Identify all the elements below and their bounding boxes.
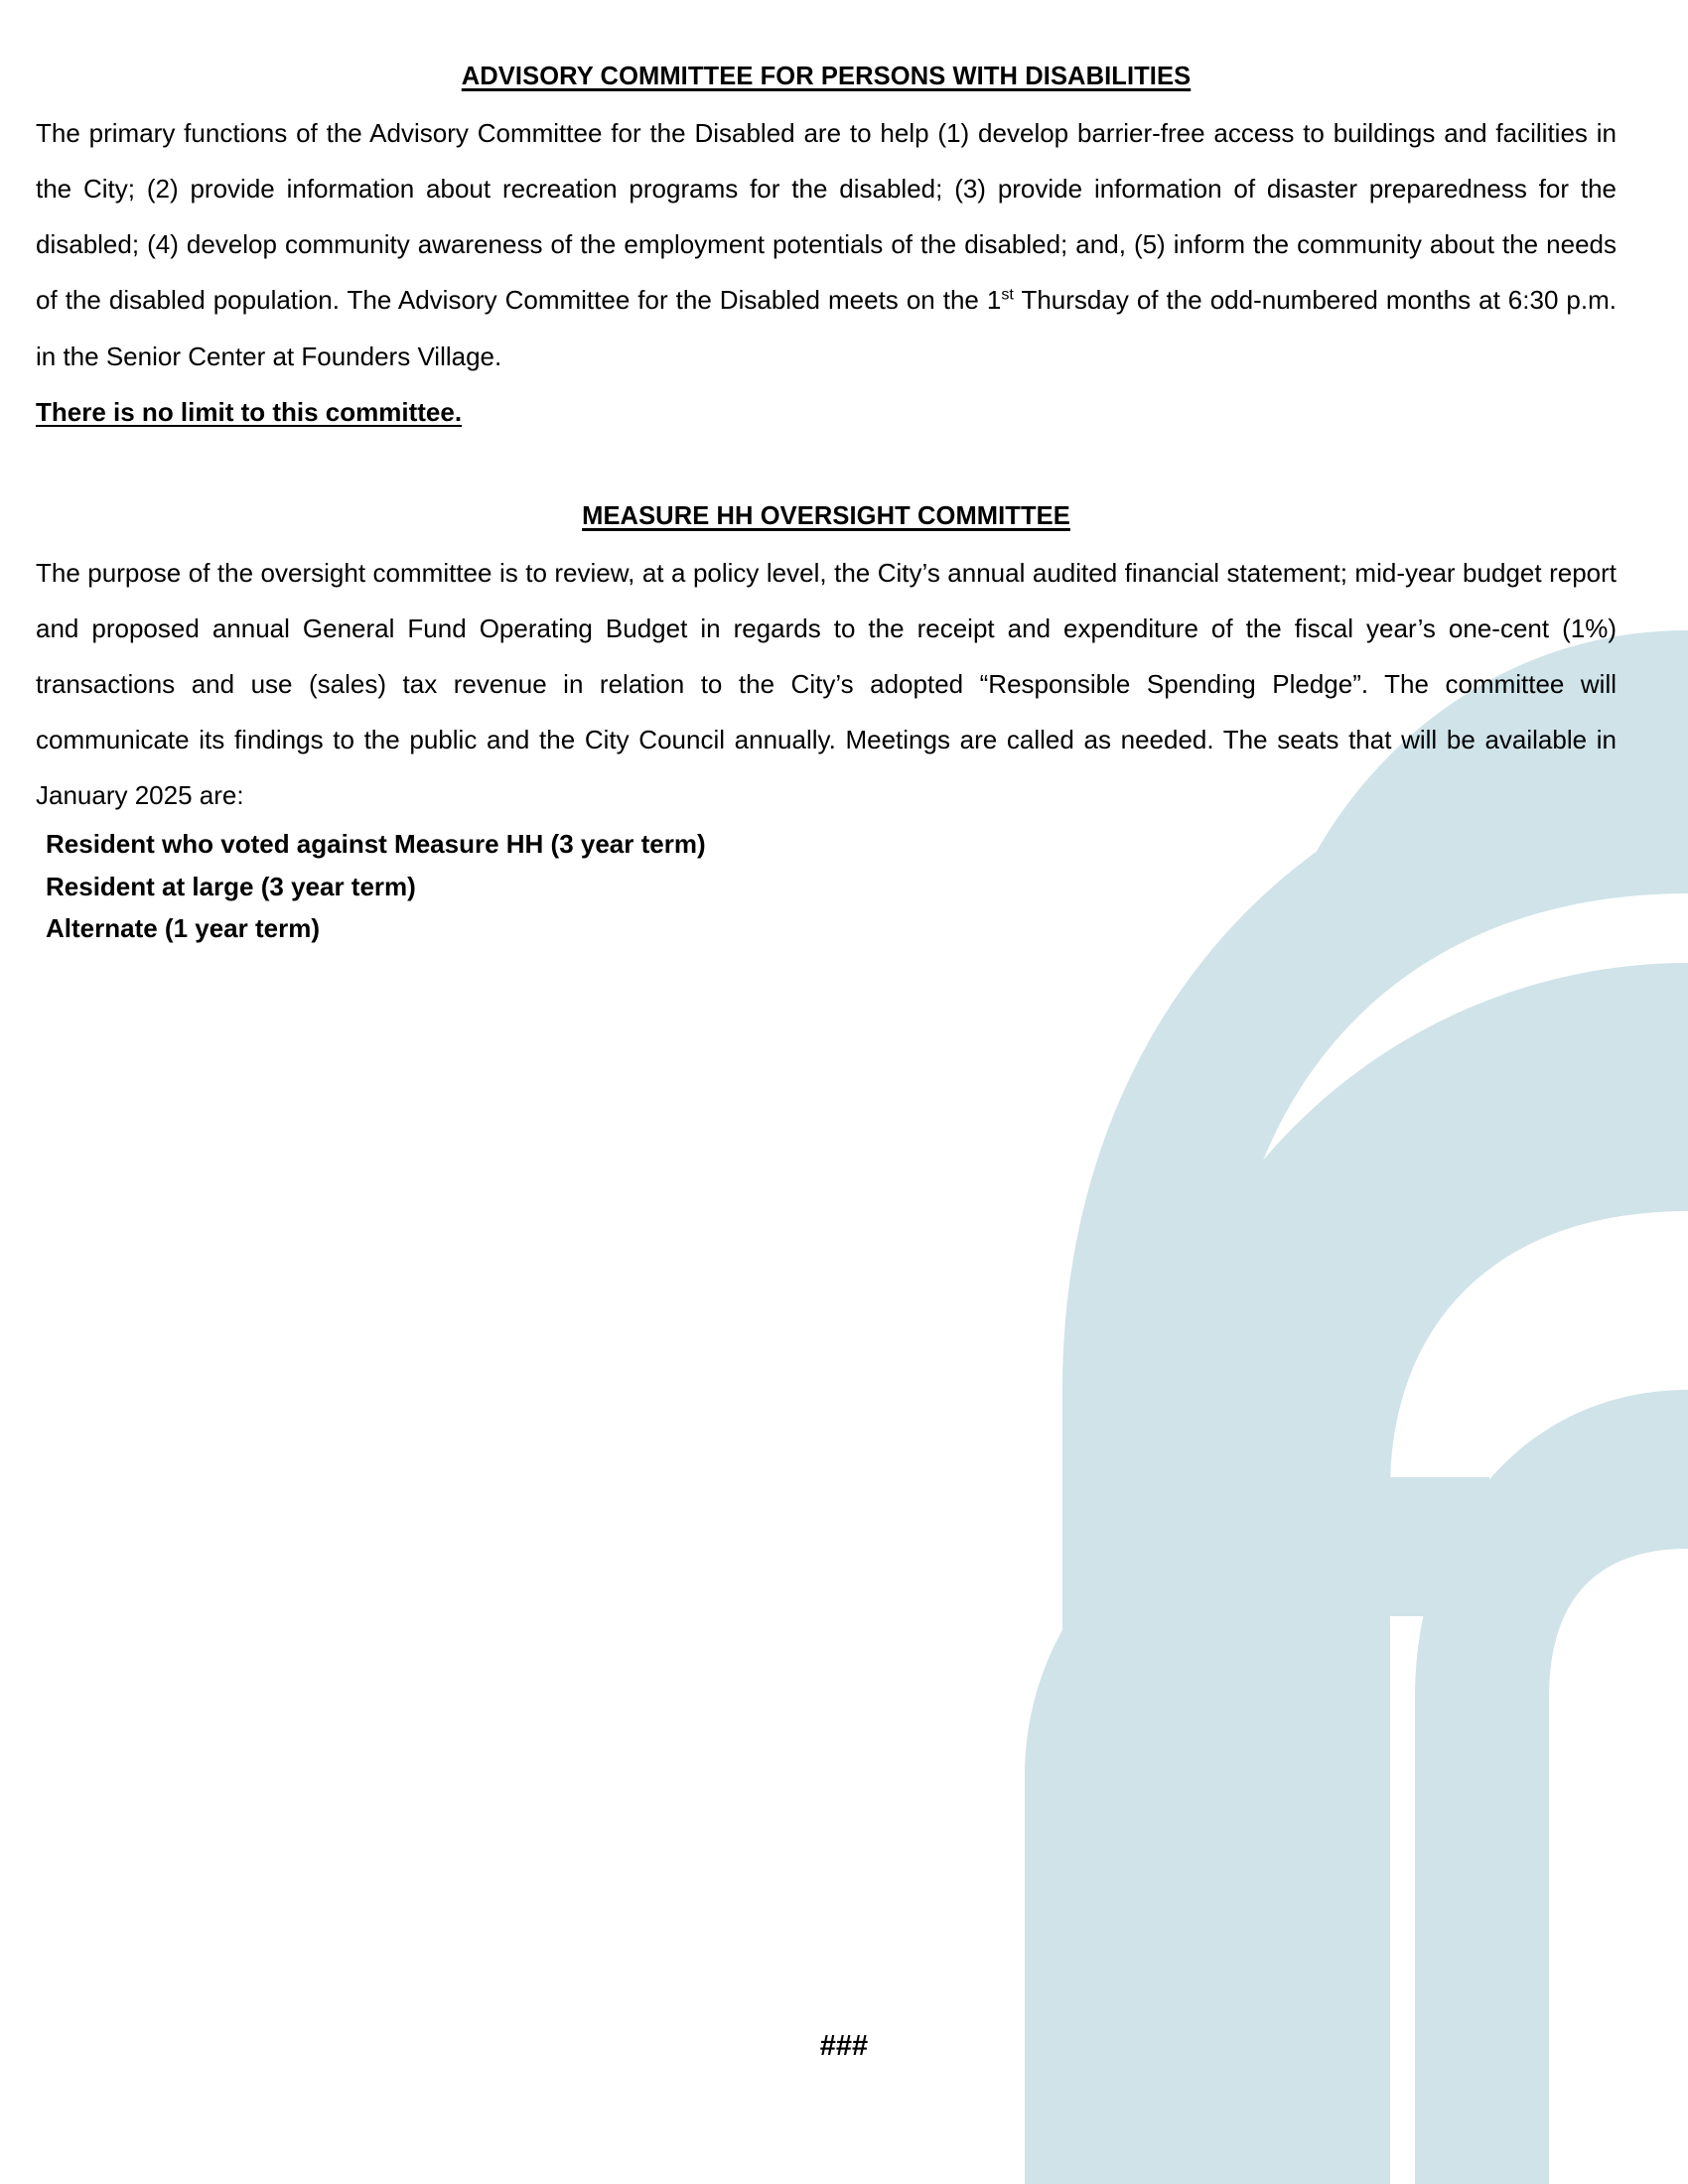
measure-hh-paragraph: The purpose of the oversight committee is to review, at a policy level, the City’s annual audited financial statement; mid-year budget report and proposed annual General Fund Operating Budget in regards to the receipt and expenditure of the fiscal year’s one-cent (1%) transactions and use (sales) tax revenue in relation to the City’s adopted “Responsible Spending Pledge”. The committee will communicate its findings to the public and the City Council annually. Meetings are called as needed. The seats that will be available in January 2025 are: bbox=[36, 557, 1617, 811]
advisory-committee-note bbox=[36, 384, 1617, 440]
section-heading-measure-hh bbox=[36, 501, 1617, 533]
list-item: Resident at large (3 year term) bbox=[46, 871, 416, 901]
advisory-committee-paragraph-part1: The primary functions of the Advisory Committee for the Disabled are to help (1) develop barrier-free access to buildings and facilities in the City; (2) provide information about recreation programs for the disabled; (3) provide information of disaster preparedness for the disabled; (4) develop community awareness of the employment potentials of the disabled; and, (5) inform the community about the needs of the disabled population. The Advisory Committee for the Disabled meets on the 1 bbox=[36, 117, 1617, 316]
list-item: Resident who voted against Measure HH (3 year term) bbox=[46, 829, 706, 860]
section-heading-advisory-committee-text: ADVISORY COMMITTEE FOR PERSONS WITH DISABILITIES bbox=[461, 63, 1192, 90]
section-heading-advisory-committee bbox=[36, 62, 1617, 93]
list-item: Alternate (1 year term) bbox=[46, 912, 320, 943]
advisory-committee-paragraph-part2: Thursday of the odd-numbered months at 6:30 p.m. in the Senior Center at Founders Village. bbox=[36, 285, 1617, 371]
measure-hh-seat-list bbox=[36, 823, 1617, 948]
end-of-document-marker: ### bbox=[819, 2030, 869, 2062]
document-content bbox=[0, 0, 1688, 949]
ordinal-suffix: st bbox=[1001, 285, 1014, 304]
advisory-committee-paragraph bbox=[36, 105, 1617, 384]
advisory-committee-note-text: There is no limit to this committee. bbox=[36, 396, 463, 427]
section-spacer bbox=[36, 440, 1617, 501]
section-heading-measure-hh-text: MEASURE HH OVERSIGHT COMMITTEE bbox=[582, 501, 1070, 530]
